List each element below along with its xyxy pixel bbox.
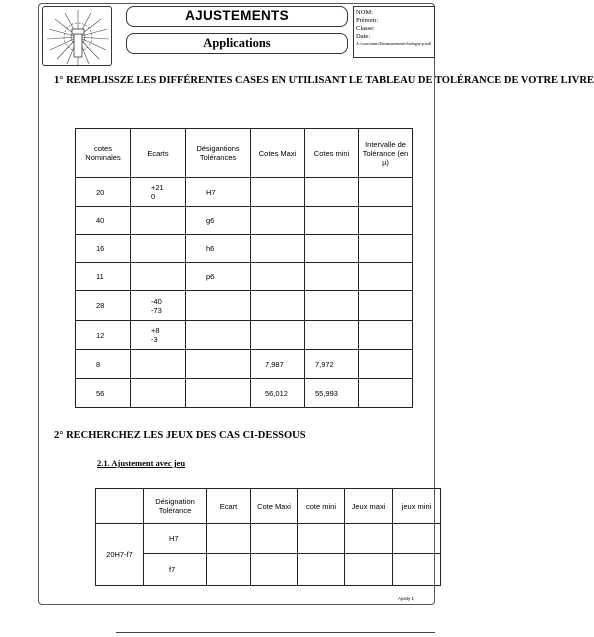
deviation-cell[interactable] [131,263,186,291]
min-dimension-cell[interactable] [305,263,359,291]
page-title: AJUSTEMENTS [126,6,348,27]
tolerance-designation-cell: H7 [186,178,251,207]
table-row [96,524,441,554]
input-cell[interactable] [251,524,298,554]
nominal-dimension-cell: 40 [76,207,131,235]
max-dimension-cell: 7,987 [251,350,305,379]
fit-header-empty [96,489,144,524]
question-1: 1° REMPLISSZE LES DIFFÉRENTES CASES EN UTILISANT LE TABLEAU DE TOLÉRANCE DE VOTRE LIVRE [54,75,594,86]
tolerance-designation-cell[interactable] [186,321,251,350]
input-cell[interactable] [298,554,345,586]
col-header: Cotes Maxi [251,129,305,178]
input-cell[interactable] [298,524,345,554]
deviation-cell[interactable] [131,235,186,263]
col-header: jeux mini [393,489,441,524]
deviation-cell[interactable] [131,350,186,379]
prenom-label: Prénom: [356,17,379,24]
col-header: Intervalle de Tolérance (en µ) [359,129,413,178]
tolerance-designation-cell: h6 [186,235,251,263]
min-dimension-cell: 7,972 [305,350,359,379]
col-header: Cotes mini [305,129,359,178]
col-header: Ecart [207,489,251,524]
table-row [76,350,413,379]
table-row [76,207,413,235]
table-row [76,379,413,408]
table-row [76,263,413,291]
gear-logo-icon [43,7,113,67]
nominal-dimension-cell: 8 [76,350,131,379]
question-2: 2° RECHERCHEZ LES JEUX DES CAS CI-DESSOUS [54,430,306,441]
section-2-1-heading: 2.1. Ajustement avec jeu [97,458,186,468]
max-dimension-cell[interactable] [251,321,305,350]
col-header: Désigantions Tolérances [186,129,251,178]
tolerance-interval-cell[interactable] [359,379,413,408]
table-row [76,291,413,321]
tolerance-designation-cell[interactable] [186,350,251,379]
bottom-divider [116,632,435,633]
min-dimension-cell[interactable] [305,178,359,207]
col-header: Cote Maxi [251,489,298,524]
max-dimension-cell[interactable] [251,263,305,291]
page-subtitle: Applications [126,33,348,54]
table-header-row [96,489,441,524]
tolerance-table [75,128,413,408]
deviation-cell: +21 0 [131,178,186,207]
student-info-box [353,6,435,58]
fit-designation: 20H7-f7 [96,524,144,586]
table-cell: f7 [144,554,207,586]
file-path: A:\cours\mms\Demasurements\Sarlagay\p.mdf [356,41,432,46]
nom-label: NOM: [356,9,373,16]
nominal-dimension-cell: 56 [76,379,131,408]
col-header: Désignation Tolérance [144,489,207,524]
tolerance-interval-cell[interactable] [359,350,413,379]
min-dimension-cell[interactable] [305,321,359,350]
input-cell[interactable] [393,524,441,554]
input-cell[interactable] [345,554,393,586]
min-dimension-cell[interactable] [305,291,359,321]
tolerance-interval-cell[interactable] [359,207,413,235]
max-dimension-cell[interactable] [251,291,305,321]
table-header-row [76,129,413,178]
input-cell[interactable] [207,524,251,554]
input-cell[interactable] [345,524,393,554]
tolerance-designation-cell[interactable] [186,379,251,408]
table-row [76,178,413,207]
nominal-dimension-cell: 28 [76,291,131,321]
tolerance-interval-cell[interactable] [359,291,413,321]
deviation-cell[interactable] [131,379,186,408]
tolerance-designation-cell: g6 [186,207,251,235]
classe-label: Classe: [356,25,375,32]
nominal-dimension-cell: 12 [76,321,131,350]
max-dimension-cell[interactable] [251,235,305,263]
tolerance-interval-cell[interactable] [359,235,413,263]
tolerance-designation-cell[interactable] [186,291,251,321]
min-dimension-cell[interactable] [305,235,359,263]
nominal-dimension-cell: 11 [76,263,131,291]
table-row [76,321,413,350]
col-header: Ecarts [131,129,186,178]
tolerance-interval-cell[interactable] [359,321,413,350]
input-cell[interactable] [393,554,441,586]
table-row [96,554,441,586]
col-header: Jeux maxi [345,489,393,524]
table-row [76,235,413,263]
max-dimension-cell: 56,012 [251,379,305,408]
tolerance-interval-cell[interactable] [359,178,413,207]
input-cell[interactable] [251,554,298,586]
min-dimension-cell: 55,993 [305,379,359,408]
logo [42,6,112,66]
deviation-cell: -40 -73 [131,291,186,321]
date-label: Date: [356,33,371,40]
nominal-dimension-cell: 20 [76,178,131,207]
deviation-cell: +8 -3 [131,321,186,350]
max-dimension-cell[interactable] [251,207,305,235]
max-dimension-cell[interactable] [251,178,305,207]
min-dimension-cell[interactable] [305,207,359,235]
deviation-cell[interactable] [131,207,186,235]
col-header: cotes Nominales [76,129,131,178]
table-cell: H7 [144,524,207,554]
fit-table [95,488,441,586]
tolerance-interval-cell[interactable] [359,263,413,291]
input-cell[interactable] [207,554,251,586]
nominal-dimension-cell: 16 [76,235,131,263]
col-header: cote mini [298,489,345,524]
footer-label: Ajusty 1 [398,596,415,601]
tolerance-designation-cell: p6 [186,263,251,291]
